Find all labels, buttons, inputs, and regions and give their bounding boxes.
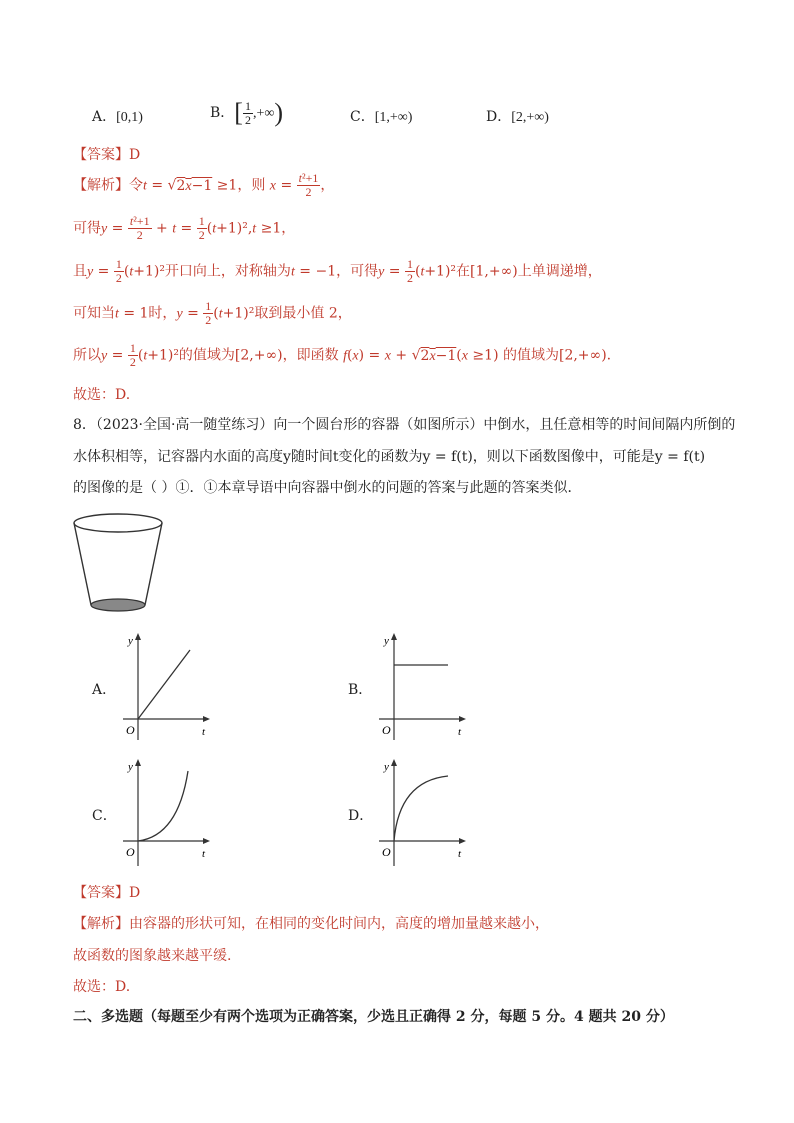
x-axis-label: t [202, 848, 206, 860]
q7-analysis-line-5: 所以y = $\frac{1}{2}$ (t+1)²的值域为[2,+∞)，即函数 f(x) = x + √2x−1(x ≥1) 的值域为[2,+∞). [73, 341, 612, 369]
q8-stem-line-3: 的图像的是（ ）①．①本章导语中向容器中倒水的问题的答案与此题的答案类似． [73, 480, 582, 496]
option-a: A．[0,1) [92, 109, 143, 125]
q7-analysis-line-4: 可知当t = 1时，y = $\frac{1}{2}$ (t+1)²取到最小值 2， [73, 299, 352, 327]
origin-label: O [382, 845, 391, 859]
x-axis-label: t [202, 726, 206, 738]
curve-line [138, 771, 188, 841]
option-c: C．[1,+∞) [350, 109, 413, 125]
x-axis-label: t [458, 848, 462, 860]
graph-b-label: B． [348, 682, 373, 698]
q7-analysis-line-1: 【解析】令t = √2x−1 ≥1，则 x = $\frac{\text{t²+1}}{2}$ ， [73, 171, 335, 199]
q7-choice: 故选：D. [73, 387, 131, 403]
q8-stem-line-1: 8．（2023·全国·高一随堂练习）向一个圆台形的容器（如图所示）中倒水，且任意相等的时间间隔内所倒的 [73, 417, 736, 433]
option-letter: B． [210, 105, 235, 121]
graph-c-label: C． [92, 808, 117, 824]
option-b: B．[ $\frac{1}{2}$ ,+∞) [210, 98, 284, 127]
y-axis-label: y [384, 635, 389, 647]
y-axis-label: y [128, 635, 133, 647]
section-2-heading: 二、多选题（每题至少有两个选项为正确答案，少选且正确得 2 分，每题 5 分。4 题共 20 分） [73, 1009, 674, 1025]
q8-analysis-line-2: 故函数的图象越来越平缓. [73, 948, 232, 964]
origin-label: O [382, 723, 391, 737]
y-axis-label: y [384, 761, 389, 773]
y-axis-label: y [128, 761, 133, 773]
option-letter: D． [486, 109, 512, 125]
q7-answer: 【答案】D [73, 147, 141, 163]
graph-d-label: D． [348, 808, 374, 824]
option-d: D．[2,+∞) [486, 109, 549, 125]
curve-line [394, 776, 448, 841]
curve-line [138, 650, 190, 719]
q8-stem-line-2: 水体积相等，记容器内水面的高度y随时间t变化的函数为y = f(t)，则以下函数图像中，可能是y = f(t) [73, 449, 706, 465]
origin-label: O [126, 845, 135, 859]
q7-analysis-line-3: 且y = $\frac{1}{2}$ (t+1)²开口向上，对称轴为t = −1，可得y = $\frac{1}{2}$ (t+1)²在[1,+∞)上单调递增， [73, 257, 602, 285]
q8-analysis-line-1: 【解析】由容器的形状可知，在相同的变化时间内，高度的增加量越来越小， [73, 916, 549, 932]
graph-a-label: A． [92, 682, 117, 698]
graph-d [374, 756, 474, 871]
x-axis-label: t [458, 726, 462, 738]
q8-answer: 【答案】D [73, 885, 141, 901]
option-letter: A． [92, 109, 117, 125]
q7-analysis-line-2: 可得y = $\frac{\text{t²+1}}{2}$ + t = $\frac{1}{2}$ (t+1)²,t ≥1， [73, 214, 296, 242]
origin-label: O [126, 723, 135, 737]
q8-choice: 故选：D. [73, 979, 131, 995]
graph-c [118, 756, 218, 871]
graph-b [374, 630, 474, 745]
frustum-container-figure [68, 508, 168, 618]
option-letter: C． [350, 109, 375, 125]
graph-a [118, 630, 218, 745]
